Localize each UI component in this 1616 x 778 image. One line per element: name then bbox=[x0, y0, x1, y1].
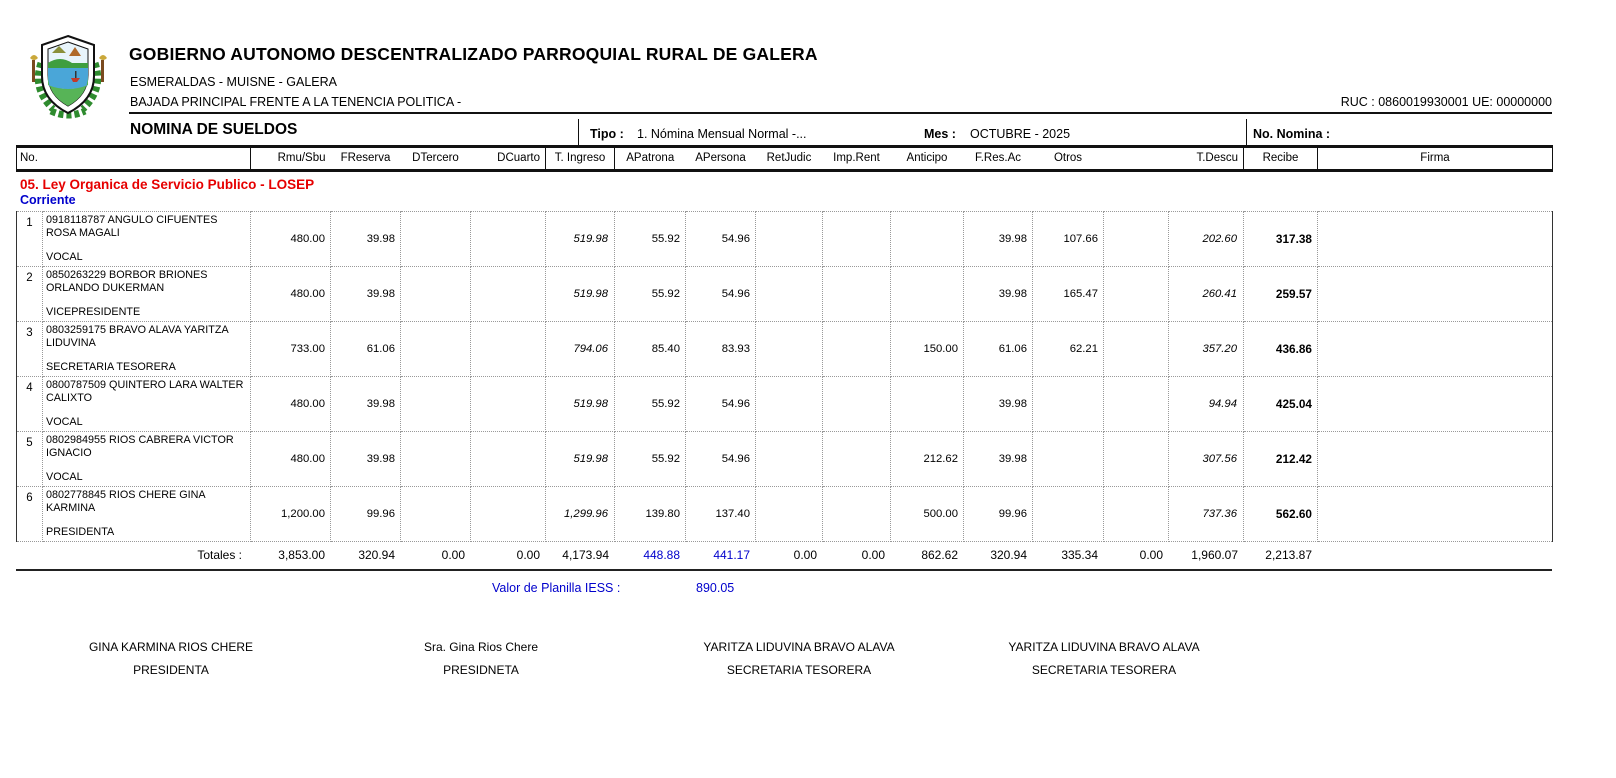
cell-tdescu: 307.56 bbox=[1169, 432, 1244, 487]
cell-apersona: 54.96 bbox=[686, 432, 756, 487]
row-number: 1 bbox=[17, 212, 43, 267]
cell-freserva: 39.98 bbox=[331, 267, 401, 322]
cell-rmu: 733.00 bbox=[251, 322, 331, 377]
cell-tdescu: 202.60 bbox=[1169, 212, 1244, 267]
signature-name: YARITZA LIDUVINA BRAVO ALAVA bbox=[703, 640, 895, 654]
col-header-no: No. bbox=[17, 147, 251, 171]
cell-apatrona: 55.92 bbox=[615, 432, 686, 487]
mes-value: OCTUBRE - 2025 bbox=[970, 127, 1071, 141]
employee-position: VOCAL bbox=[46, 471, 83, 484]
signature-block bbox=[674, 640, 924, 677]
cell-otros: 107.66 bbox=[1033, 212, 1104, 267]
org-location: ESMERALDAS - MUISNE - GALERA bbox=[130, 75, 337, 89]
cell-recibe: 259.57 bbox=[1244, 267, 1318, 322]
cell-dtercero bbox=[401, 212, 471, 267]
col-header-tdescu: T.Descu bbox=[1169, 147, 1244, 171]
row-number: 6 bbox=[17, 487, 43, 542]
cell-retjudic bbox=[756, 267, 823, 322]
cell-apersona: 54.96 bbox=[686, 212, 756, 267]
cell-tingreso: 519.98 bbox=[546, 432, 615, 487]
col-header-imprent: Imp.Rent bbox=[833, 152, 880, 164]
cell-extra bbox=[1104, 267, 1169, 322]
employee-cell bbox=[43, 377, 251, 432]
cell-tdescu: 94.94 bbox=[1169, 377, 1244, 432]
report-title: NOMINA DE SUELDOS bbox=[130, 121, 298, 138]
coat-of-arms-logo bbox=[26, 33, 110, 126]
header-divider bbox=[129, 112, 1552, 114]
employee-cell bbox=[43, 487, 251, 542]
cell-dcuarto bbox=[471, 432, 546, 487]
table-row bbox=[17, 432, 1553, 487]
employee-position: VICEPRESIDENTE bbox=[46, 306, 141, 319]
table-row bbox=[17, 377, 1553, 432]
cell-anticipo bbox=[891, 212, 964, 267]
cell-tingreso: 519.98 bbox=[546, 377, 615, 432]
no-nomina-label: No. Nomina : bbox=[1253, 127, 1331, 141]
col-header-apatrona: APatrona bbox=[626, 152, 675, 164]
cell-otros bbox=[1033, 377, 1104, 432]
coat-of-arms-icon bbox=[26, 33, 110, 121]
cell-otros bbox=[1033, 487, 1104, 542]
ruc-line: RUC : 0860019930001 UE: 00000000 bbox=[1340, 95, 1552, 109]
table-row bbox=[17, 267, 1553, 322]
cell-dcuarto bbox=[471, 487, 546, 542]
total-fresac: 320.94 bbox=[990, 548, 1028, 562]
employee-position: VOCAL bbox=[46, 416, 83, 429]
table-row bbox=[17, 322, 1553, 377]
total-firma-spacer bbox=[1317, 542, 1552, 570]
cell-otros: 165.47 bbox=[1033, 267, 1104, 322]
employee-cell bbox=[43, 212, 251, 267]
cell-retjudic bbox=[756, 487, 823, 542]
cell-dcuarto bbox=[471, 322, 546, 377]
total-imprent: 0.00 bbox=[861, 548, 886, 562]
cell-tingreso: 519.98 bbox=[546, 212, 615, 267]
total-tingreso: 4,173.94 bbox=[562, 548, 610, 562]
cell-tingreso: 794.06 bbox=[546, 322, 615, 377]
cell-fresac: 39.98 bbox=[964, 267, 1033, 322]
cell-extra bbox=[1104, 212, 1169, 267]
cell-tdescu: 737.36 bbox=[1169, 487, 1244, 542]
cell-apersona: 83.93 bbox=[686, 322, 756, 377]
total-retjudic: 0.00 bbox=[793, 548, 818, 562]
cell-anticipo: 500.00 bbox=[891, 487, 964, 542]
cell-apersona: 54.96 bbox=[686, 377, 756, 432]
org-address: BAJADA PRINCIPAL FRENTE A LA TENENCIA POLITICA - bbox=[130, 95, 462, 109]
cell-extra bbox=[1104, 322, 1169, 377]
signature-title: SECRETARIA TESORERA bbox=[726, 663, 872, 677]
cell-tdescu: 260.41 bbox=[1169, 267, 1244, 322]
row-number: 3 bbox=[17, 322, 43, 377]
employee-cell bbox=[43, 322, 251, 377]
planilla-line bbox=[16, 581, 1552, 599]
col-header-apersona: APersona bbox=[695, 152, 746, 164]
cell-apatrona: 139.80 bbox=[615, 487, 686, 542]
cell-anticipo: 150.00 bbox=[891, 322, 964, 377]
payroll-table bbox=[16, 145, 1552, 599]
cell-firma bbox=[1318, 487, 1553, 542]
employee-id-name: 0803259175 BRAVO ALAVA YARITZA LIDUVINA bbox=[46, 324, 229, 350]
cell-extra bbox=[1104, 432, 1169, 487]
separator-line bbox=[578, 119, 579, 145]
total-dcuarto: 0.00 bbox=[516, 548, 541, 562]
cell-apatrona: 55.92 bbox=[615, 267, 686, 322]
employee-cell bbox=[43, 432, 251, 487]
col-header-spacer bbox=[1104, 147, 1169, 171]
total-recibe: 2,213.87 bbox=[1265, 548, 1313, 562]
cell-fresac: 39.98 bbox=[964, 377, 1033, 432]
signature-title: PRESIDENTA bbox=[133, 663, 209, 677]
cell-dcuarto bbox=[471, 212, 546, 267]
cell-dtercero bbox=[401, 267, 471, 322]
cell-recibe: 212.42 bbox=[1244, 432, 1318, 487]
cell-firma bbox=[1318, 322, 1553, 377]
total-dtercero: 0.00 bbox=[441, 548, 466, 562]
cell-rmu: 480.00 bbox=[251, 377, 331, 432]
total-apatrona: 448.88 bbox=[643, 548, 681, 562]
mes-label: Mes : bbox=[924, 127, 956, 141]
section-subtitle: Corriente bbox=[20, 193, 76, 207]
col-header-freserva: FReserva bbox=[340, 152, 391, 164]
row-number: 2 bbox=[17, 267, 43, 322]
employee-id-name: 0850263229 BORBOR BRIONES ORLANDO DUKERMAN bbox=[46, 269, 208, 295]
signature-block bbox=[46, 640, 296, 677]
cell-retjudic bbox=[756, 212, 823, 267]
employee-position: VOCAL bbox=[46, 251, 83, 264]
total-extra: 0.00 bbox=[1139, 548, 1164, 562]
col-header-retjudic: RetJudic bbox=[766, 152, 812, 164]
row-number: 4 bbox=[17, 377, 43, 432]
totals-row bbox=[16, 542, 1552, 571]
cell-apatrona: 55.92 bbox=[615, 377, 686, 432]
employee-id-name: 0918118787 ANGULO CIFUENTES ROSA MAGALI bbox=[46, 214, 218, 240]
cell-rmu: 480.00 bbox=[251, 212, 331, 267]
signature-block bbox=[979, 640, 1229, 677]
total-tdescu: 1,960.07 bbox=[1191, 548, 1239, 562]
section-title: 05. Ley Organica de Servicio Publico - LOSEP bbox=[20, 177, 315, 192]
table-row bbox=[17, 487, 1553, 542]
total-freserva: 320.94 bbox=[358, 548, 396, 562]
cell-fresac: 39.98 bbox=[964, 212, 1033, 267]
payroll-body bbox=[16, 211, 1553, 542]
cell-dcuarto bbox=[471, 377, 546, 432]
planilla-value: 890.05 bbox=[696, 581, 735, 595]
cell-dtercero bbox=[401, 377, 471, 432]
cell-fresac: 99.96 bbox=[964, 487, 1033, 542]
total-apersona: 441.17 bbox=[713, 548, 751, 562]
cell-imprent bbox=[823, 432, 891, 487]
signature-name: GINA KARMINA RIOS CHERE bbox=[88, 640, 254, 654]
cell-recibe: 317.38 bbox=[1244, 212, 1318, 267]
employee-cell bbox=[43, 267, 251, 322]
cell-extra bbox=[1104, 377, 1169, 432]
cell-tdescu: 357.20 bbox=[1169, 322, 1244, 377]
employee-position: PRESIDENTA bbox=[46, 526, 115, 539]
cell-freserva: 99.96 bbox=[331, 487, 401, 542]
cell-imprent bbox=[823, 487, 891, 542]
cell-freserva: 39.98 bbox=[331, 432, 401, 487]
total-anticipo: 862.62 bbox=[921, 548, 959, 562]
cell-dtercero bbox=[401, 432, 471, 487]
cell-freserva: 61.06 bbox=[331, 322, 401, 377]
col-header-dtercero: DTercero bbox=[412, 152, 459, 164]
cell-freserva: 39.98 bbox=[331, 212, 401, 267]
tipo-label: Tipo : bbox=[590, 127, 624, 141]
total-otros: 335.34 bbox=[1061, 548, 1099, 562]
cell-apersona: 137.40 bbox=[686, 487, 756, 542]
employee-id-name: 0800787509 QUINTERO LARA WALTER CALIXTO bbox=[46, 379, 244, 405]
col-header-fresac: F.Res.Ac bbox=[974, 152, 1021, 164]
cell-firma bbox=[1318, 212, 1553, 267]
cell-fresac: 61.06 bbox=[964, 322, 1033, 377]
cell-rmu: 480.00 bbox=[251, 432, 331, 487]
signature-name: Sra. Gina Rios Chere bbox=[423, 640, 539, 654]
cell-imprent bbox=[823, 267, 891, 322]
cell-anticipo: 212.62 bbox=[891, 432, 964, 487]
cell-recibe: 562.60 bbox=[1244, 487, 1318, 542]
col-header-rmu: Rmu/Sbu bbox=[277, 152, 326, 164]
col-header-otros: Otros bbox=[1053, 152, 1083, 164]
cell-firma bbox=[1318, 377, 1553, 432]
signature-title: PRESIDNETA bbox=[443, 663, 519, 677]
cell-retjudic bbox=[756, 322, 823, 377]
col-header-recibe: Recibe bbox=[1244, 147, 1318, 171]
col-header-tingreso: T. Ingreso bbox=[546, 147, 615, 171]
cell-retjudic bbox=[756, 432, 823, 487]
cell-freserva: 39.98 bbox=[331, 377, 401, 432]
cell-apatrona: 85.40 bbox=[615, 322, 686, 377]
total-rmu: 3,853.00 bbox=[278, 548, 326, 562]
totals-label: Totales : bbox=[197, 548, 243, 562]
cell-firma bbox=[1318, 432, 1553, 487]
row-number: 5 bbox=[17, 432, 43, 487]
cell-dtercero bbox=[401, 487, 471, 542]
employee-id-name: 0802778845 RIOS CHERE GINA KARMINA bbox=[46, 489, 206, 515]
cell-extra bbox=[1104, 487, 1169, 542]
cell-rmu: 480.00 bbox=[251, 267, 331, 322]
cell-tingreso: 1,299.96 bbox=[546, 487, 615, 542]
col-header-dcuarto: DCuarto bbox=[497, 152, 540, 164]
cell-anticipo bbox=[891, 377, 964, 432]
cell-apatrona: 55.92 bbox=[615, 212, 686, 267]
cell-rmu: 1,200.00 bbox=[251, 487, 331, 542]
signature-title: SECRETARIA TESORERA bbox=[1031, 663, 1177, 677]
cell-anticipo bbox=[891, 267, 964, 322]
cell-otros: 62.21 bbox=[1033, 322, 1104, 377]
cell-apersona: 54.96 bbox=[686, 267, 756, 322]
planilla-label: Valor de Planilla IESS : bbox=[492, 581, 621, 595]
signature-block bbox=[356, 640, 606, 677]
col-header-anticipo: Anticipo bbox=[906, 152, 948, 164]
cell-imprent bbox=[823, 322, 891, 377]
employee-position: SECRETARIA TESORERA bbox=[46, 361, 176, 374]
cell-firma bbox=[1318, 267, 1553, 322]
cell-tingreso: 519.98 bbox=[546, 267, 615, 322]
cell-imprent bbox=[823, 212, 891, 267]
separator-line bbox=[1246, 119, 1247, 145]
tipo-value: 1. Nómina Mensual Normal -... bbox=[637, 127, 807, 141]
cell-otros bbox=[1033, 432, 1104, 487]
col-header-firma: Firma bbox=[1420, 152, 1450, 164]
cell-recibe: 436.86 bbox=[1244, 322, 1318, 377]
cell-imprent bbox=[823, 377, 891, 432]
table-header-row bbox=[16, 145, 1553, 172]
cell-fresac: 39.98 bbox=[964, 432, 1033, 487]
cell-recibe: 425.04 bbox=[1244, 377, 1318, 432]
org-name: GOBIERNO AUTONOMO DESCENTRALIZADO PARROQUIAL RURAL DE GALERA bbox=[129, 44, 818, 64]
cell-dcuarto bbox=[471, 267, 546, 322]
table-row bbox=[17, 212, 1553, 267]
cell-dtercero bbox=[401, 322, 471, 377]
employee-id-name: 0802984955 RIOS CABRERA VICTOR IGNACIO bbox=[46, 434, 234, 460]
cell-retjudic bbox=[756, 377, 823, 432]
signature-name: YARITZA LIDUVINA BRAVO ALAVA bbox=[1008, 640, 1200, 654]
